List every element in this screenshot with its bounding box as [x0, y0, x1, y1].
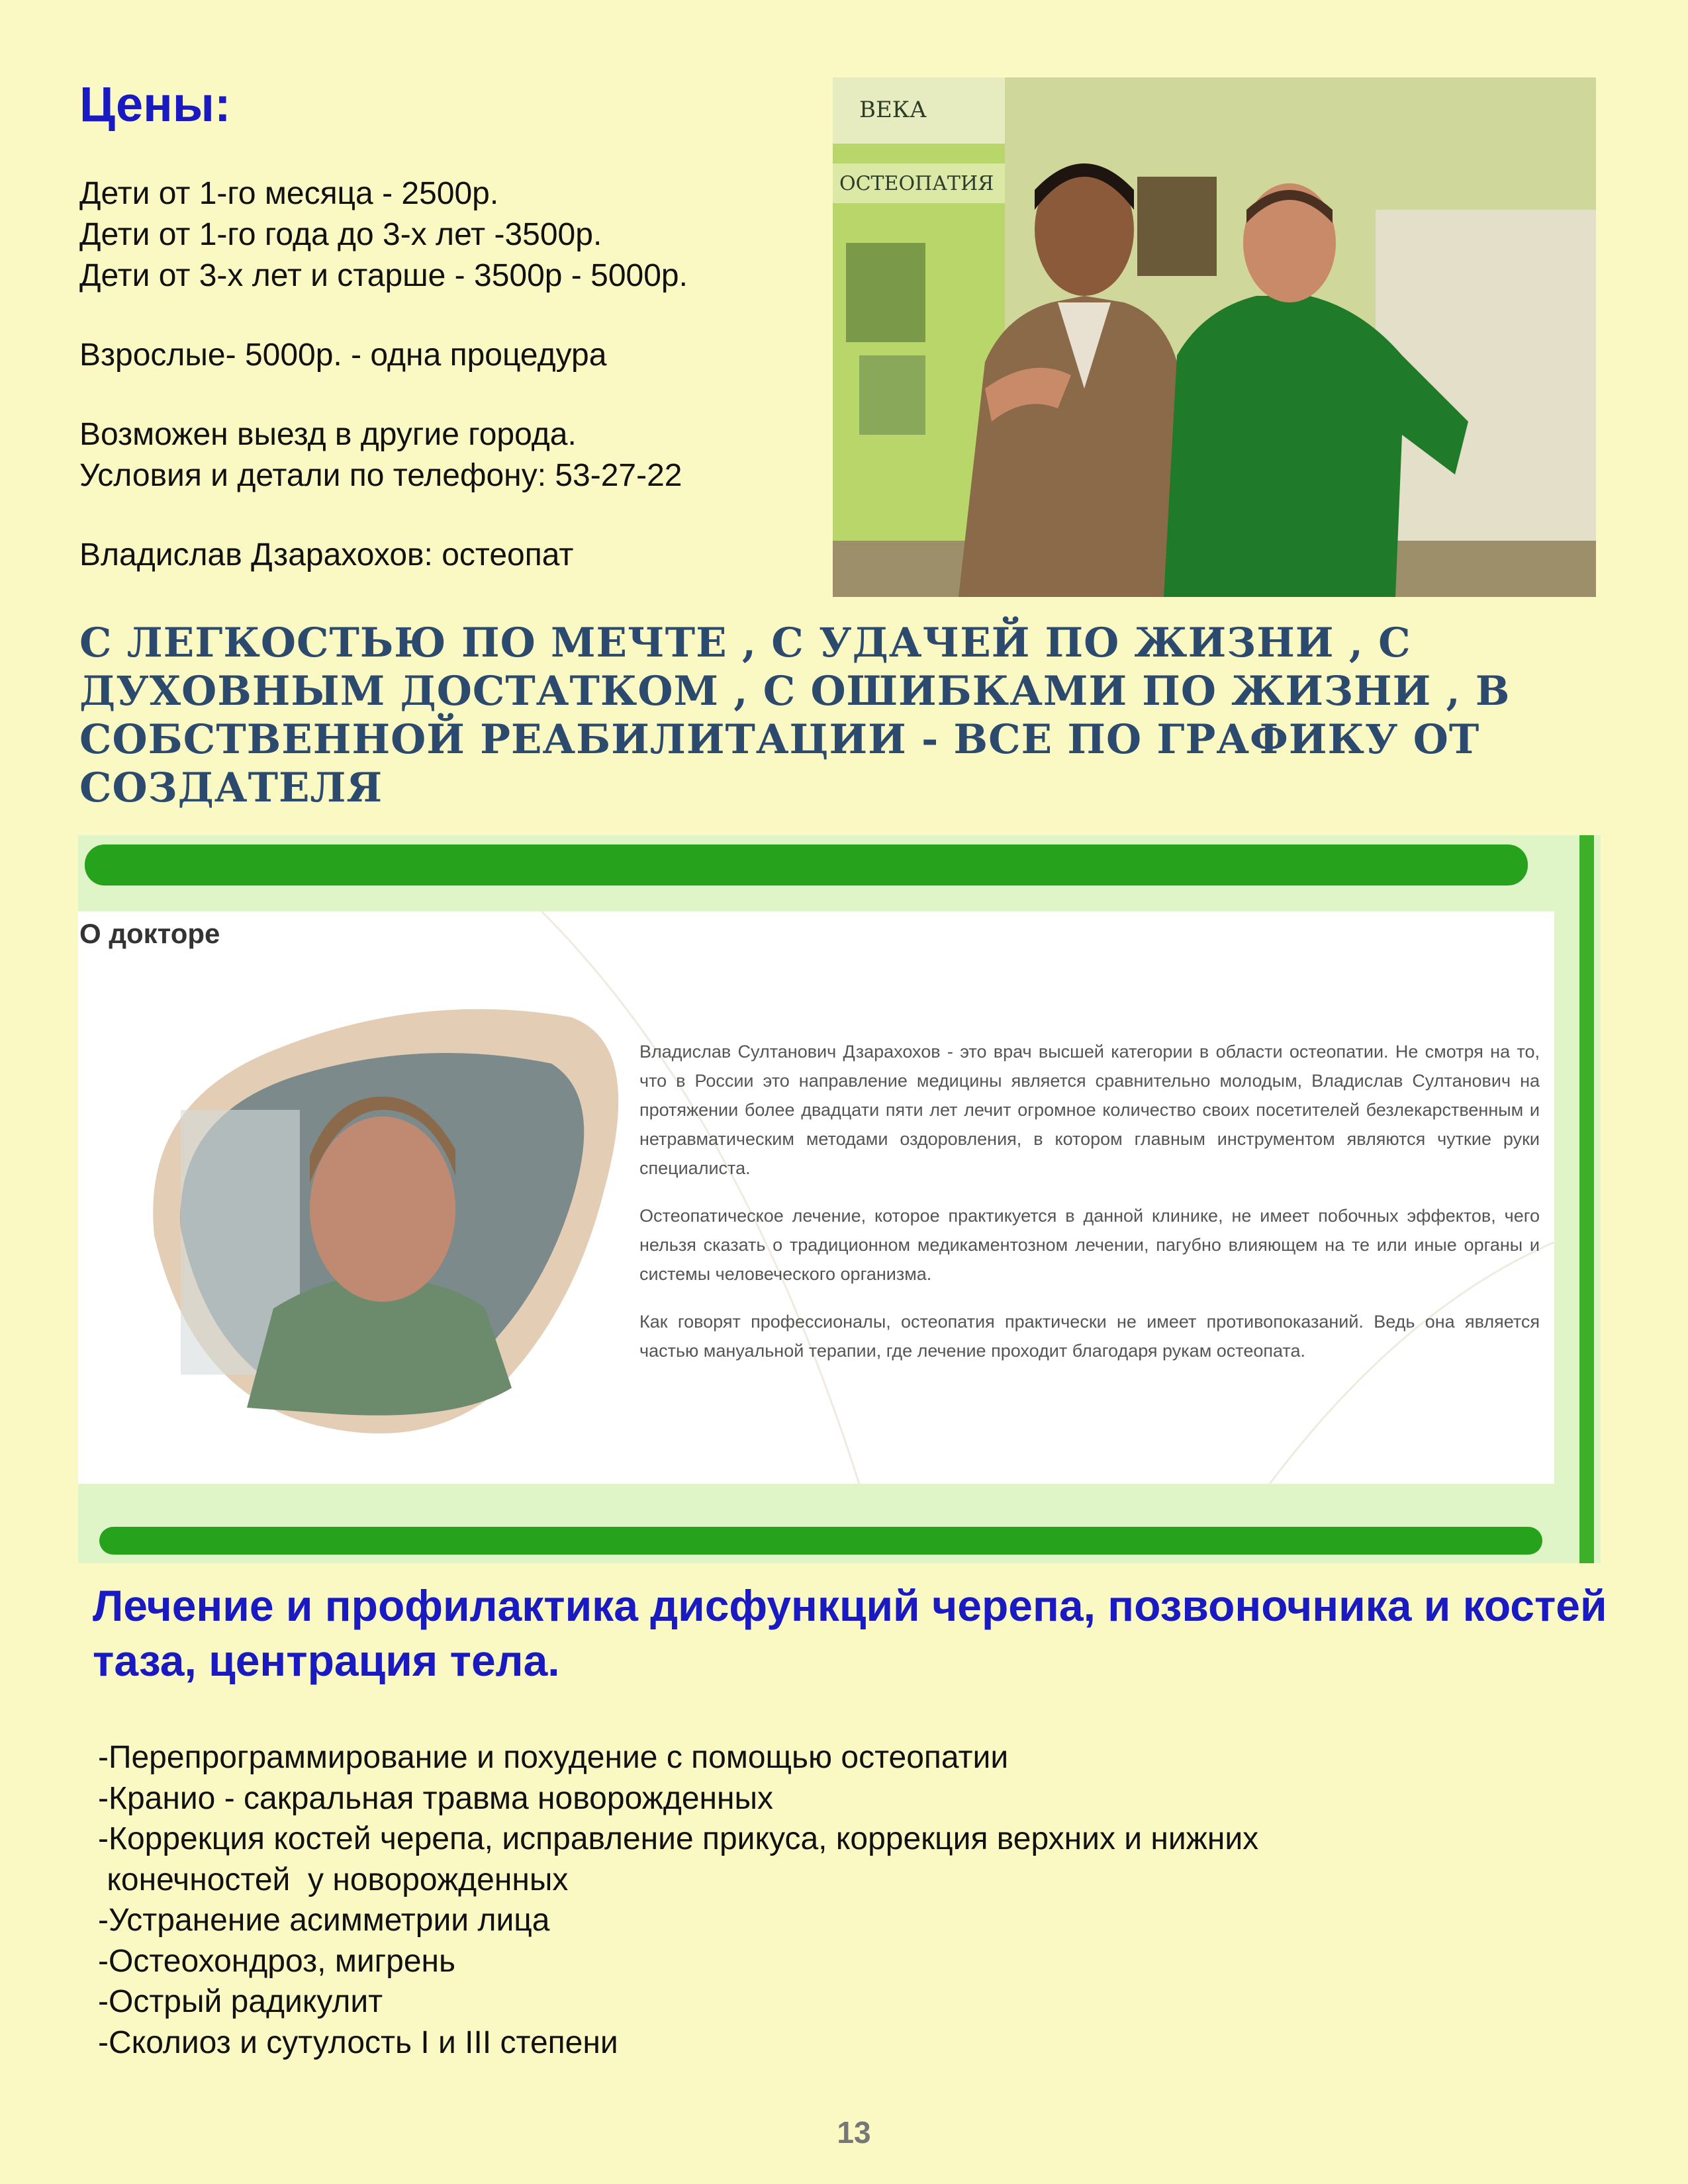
travel-note: Возможен выезд в другие города.: [79, 417, 577, 452]
prices-block: [79, 173, 688, 576]
about-paragraph: Владислав Султанович Дзарахохов - это врач высшей категории в области остеопатии. Не смотря на то, что в России это направление медицины является сравнительно молодым, Владислав Султанович на протяжении более двадцати пяти лет лечит огромное количество своих посетителей безлекарственным и нетравматическим методами оздоровления, в котором главным инструментом являются чуткие руки специалиста.: [639, 1042, 1540, 1178]
adult-price: Взрослые- 5000р. - одна процедура: [79, 338, 607, 373]
page-number: 13: [837, 2115, 871, 2150]
right-green-strip: [1579, 835, 1594, 1563]
about-doctor-screenshot: [78, 835, 1601, 1563]
list-item: -Коррекция костей черепа, исправление прикуса, коррекция верхних и нижних: [98, 1821, 1259, 1856]
list-item: -Остеохондроз, мигрень: [98, 1943, 456, 1979]
phone-note: Условия и детали по телефону: 53-27-22: [79, 458, 682, 493]
bottom-green-bar: [99, 1527, 1542, 1555]
list-item: -Перепрограммирование и похудение с помощью остеопатии: [98, 1740, 1009, 1775]
list-item: -Кранио - сакральная травма новорожденных: [98, 1780, 774, 1816]
about-text: [639, 1037, 1540, 1384]
list-item: -Сколиоз и сутулость I и III степени: [98, 2025, 618, 2060]
slogan: С ЛЕГКОСТЬЮ ПО МЕЧТЕ , С УДАЧЕЙ ПО ЖИЗНИ , С ДУХОВНЫМ ДОСТАТКОМ , С ОШИБКАМИ ПО ЖИЗНИ , В СОБСТВЕННОЙ РЕАБИЛИТАЦИИ - ВСЕ ПО ГРАФИКУ ОТ СОЗДАТЕЛЯ: [79, 619, 1511, 811]
price-line: Дети от 1-го года до 3-х лет -3500р.: [79, 217, 602, 252]
price-line: Дети от 3-х лет и старше - 3500р - 5000р.: [79, 258, 688, 293]
about-heading: О докторе: [79, 918, 220, 949]
doctors-photo: [833, 77, 1596, 597]
sign-text: ОСТЕОПАТИЯ: [839, 172, 994, 195]
treatment-list: [98, 1737, 1258, 2063]
list-item: конечностей у новорожденных: [98, 1862, 569, 1897]
prices-title: Цены:: [79, 77, 231, 132]
doctor-name: Владислав Дзарахохов: остеопат: [79, 537, 574, 572]
about-paragraph: Остеопатическое лечение, которое практикуется в данной клинике, не имеет побочных эффектов, чего нельзя сказать о традиционном медикаментозном лечении, пагубно влияющем на те или иные органы и системы человеческого организма.: [639, 1206, 1540, 1284]
treatment-title: Лечение и профилактика дисфункций черепа, позвоночника и костей таза, центрация тела.: [93, 1581, 1607, 1685]
top-green-bar: [85, 844, 1528, 886]
doctor-portrait: [141, 991, 644, 1441]
list-item: -Устранение асимметрии лица: [98, 1903, 550, 1938]
about-paragraph: Как говорят профессионалы, остеопатия практически не имеет противопоказаний. Ведь она является частью мануальной терапии, где лечение проходит благодаря рукам остеопата.: [639, 1312, 1540, 1361]
sign-text: ВЕКА: [859, 97, 927, 123]
list-item: -Острый радикулит: [98, 1984, 383, 2019]
price-line: Дети от 1-го месяца - 2500р.: [79, 176, 499, 211]
